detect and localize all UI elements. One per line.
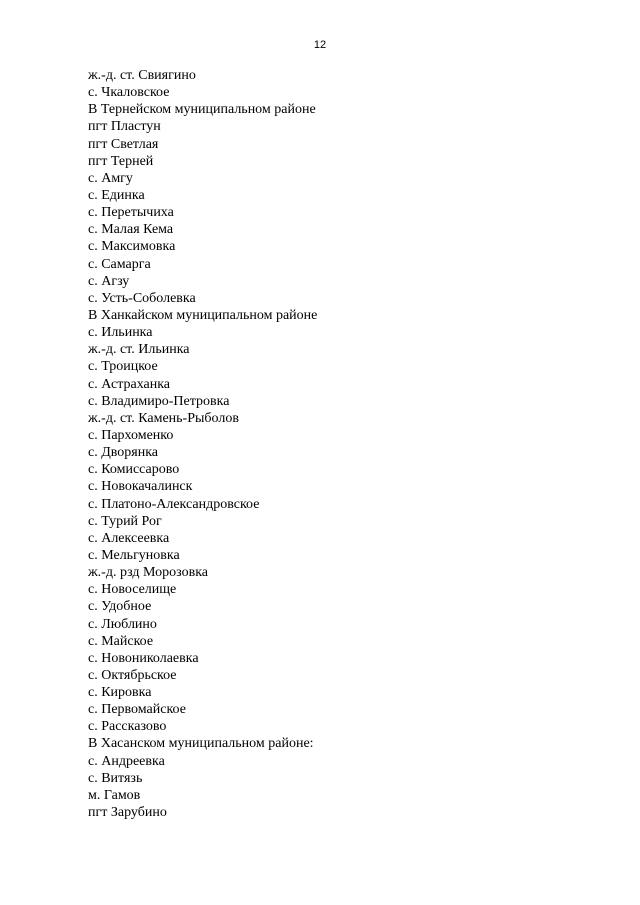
list-item: с. Витязь [88, 770, 143, 786]
list-item: с. Новониколаевка [88, 650, 199, 666]
list-item: ж.-д. ст. Свиягино [88, 68, 196, 83]
list-item: с. Мельгуновка [88, 547, 180, 563]
district-heading: В Хасанском муниципальном районе: [88, 736, 314, 752]
list-item: с. Комиссарово [88, 462, 180, 478]
list-item: с. Удобное [88, 599, 152, 615]
list-item: с. Октябрьское [88, 667, 177, 683]
list-item: с. Новокачалинск [88, 479, 193, 495]
list-item: с. Андреевка [88, 753, 165, 769]
list-item: с. Алексеевка [88, 530, 170, 546]
list-item: с. Астраханка [88, 376, 171, 392]
list-item: с. Майское [88, 633, 154, 649]
list-item: с. Ильинка [88, 325, 153, 341]
district-heading: В Тернейском муниципальном районе [88, 102, 316, 118]
list-item: с. Агзу [88, 273, 130, 289]
list-item: м. Гамов [88, 787, 141, 803]
list-item: с. Платоно-Александровское [88, 496, 260, 512]
list-item: с. Малая Кема [88, 222, 174, 238]
list-item: с. Владимиро-Петровка [88, 393, 230, 409]
list-item: пгт Зарубино [88, 805, 167, 821]
list-item: с. Первомайское [88, 702, 186, 718]
list-item: с. Троицкое [88, 359, 158, 375]
list-item: с. Амгу [88, 170, 133, 186]
list-item: с. Перетычиха [88, 205, 174, 221]
list-item: с. Чкаловское [88, 85, 170, 101]
list-item: пгт Терней [88, 153, 154, 169]
settlement-list [88, 67, 317, 821]
list-item: пгт Светлая [88, 136, 159, 152]
page-number: 12 [313, 39, 327, 51]
district-heading: В Ханкайском муниципальном районе [88, 307, 318, 323]
list-item: с. Максимовка [88, 239, 176, 255]
list-item: пгт Пластун [88, 119, 161, 135]
list-item: с. Дворянка [88, 445, 159, 461]
list-item: с. Усть-Соболевка [88, 290, 196, 306]
list-item: с. Пархоменко [88, 427, 174, 443]
list-item: с. Кировка [88, 685, 152, 701]
list-item: ж.-д. ст. Ильинка [88, 342, 190, 358]
list-item: с. Единка [88, 187, 145, 203]
list-item: с. Турий Рог [88, 513, 162, 529]
list-item: ж.-д. ст. Камень-Рыболов [88, 410, 239, 426]
list-item: с. Новоселище [88, 582, 177, 598]
list-item: с. Рассказово [88, 719, 167, 735]
list-item: с. Самарга [88, 256, 151, 272]
list-item: с. Люблино [88, 616, 157, 632]
list-item: ж.-д. рзд Морозовка [88, 565, 208, 581]
